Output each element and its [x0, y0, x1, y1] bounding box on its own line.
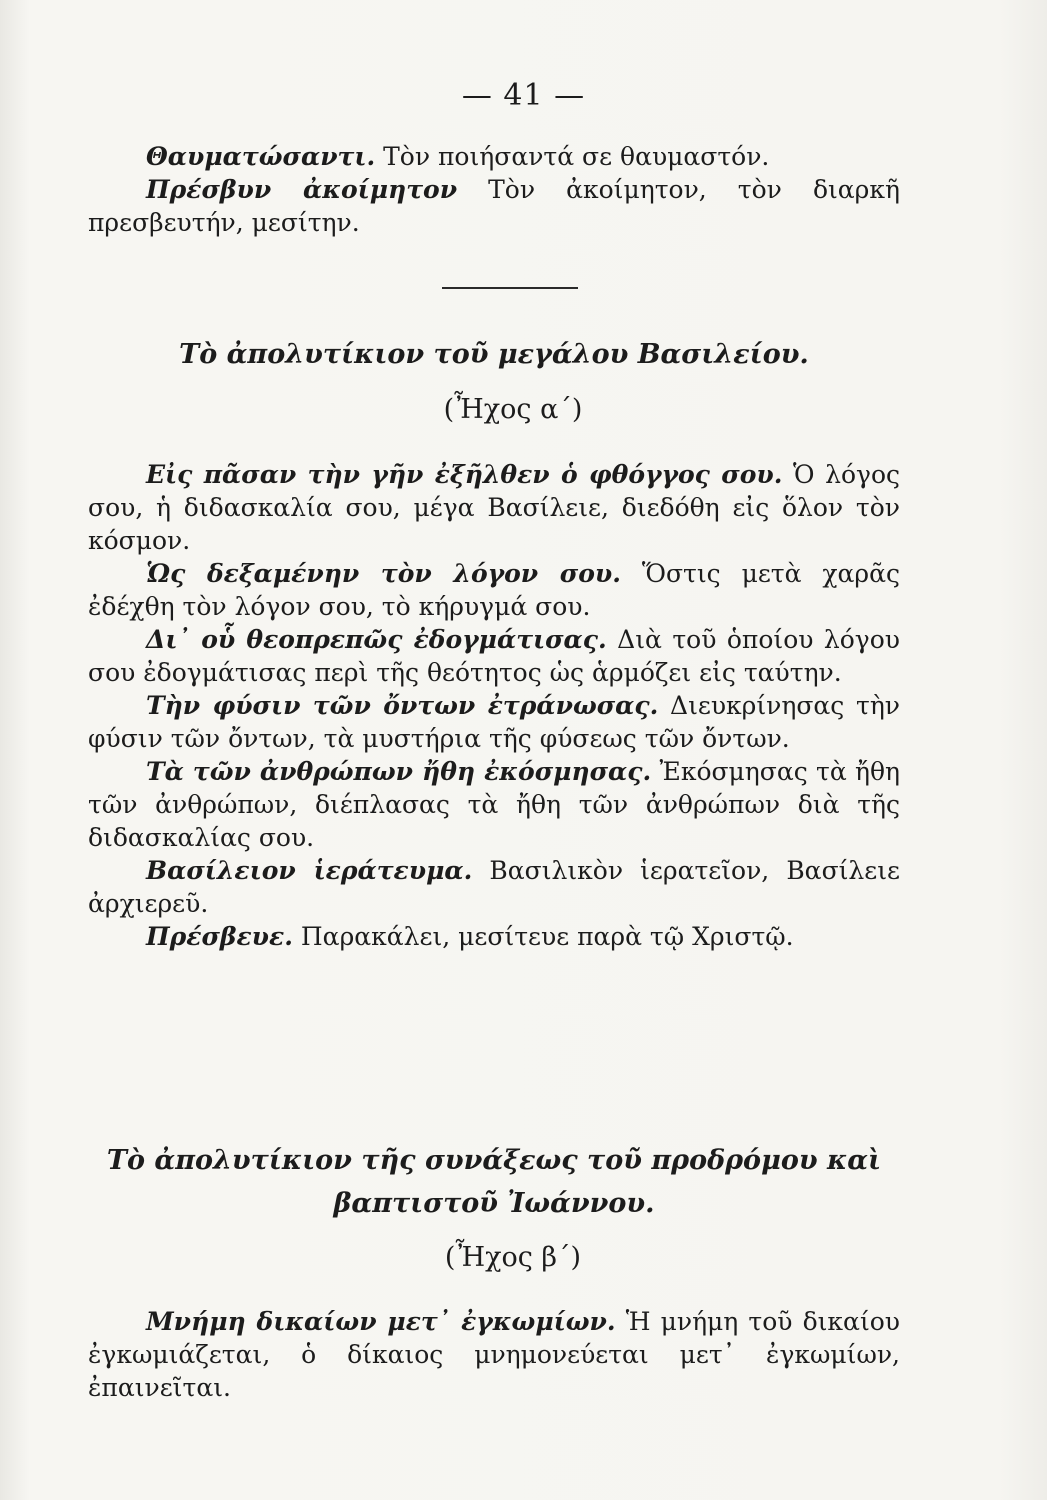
gloss: Ἡ μνήμη τοῦ δικαίου ἐγκωμιάζεται, ὁ δίκαιος μνημονεύεται μετ᾽ ἐγκωμίων, ἐπαινεῖται. [88, 1307, 900, 1402]
lemma: Τὴν φύσιν τῶν ὄντων ἐτράνωσας. [146, 691, 659, 720]
intro-block [88, 140, 900, 239]
paragraph [88, 689, 900, 755]
gloss: Ὅστις μετὰ χαρᾶς ἐδέχθη τὸν λόγον σου, τὸ κήρυγμά σου. [88, 559, 900, 621]
section-title-line1: Τὸ ἀπολυτίκιον τῆς συνάξεως τοῦ προδρόμου καὶ [106, 1145, 882, 1176]
gloss: Ἐκόσμησας τὰ ἤθη τῶν ἀνθρώπων, διέπλασας τὰ ἤθη τῶν ἀνθρώπων διὰ τῆς διδασκαλίας σου. [88, 757, 900, 852]
gloss: Παρακάλει, μεσίτευε παρὰ τῷ Χριστῷ. [292, 922, 794, 951]
paragraph [88, 755, 900, 854]
section1-body [88, 458, 900, 953]
gloss: Βασιλικὸν ἱερατεῖον, Βασίλειε ἀρχιερεῦ. [88, 856, 900, 918]
section-title-line2: βαπτιστοῦ Ἰωάννου. [333, 1188, 655, 1219]
section-title: Τὸ ἀπολυτίκιον τοῦ μεγάλου Βασιλείου. [179, 339, 809, 370]
gloss: Ὁ λόγος σου, ἡ διδασκαλία σου, μέγα Βασίλειε, διεδόθη εἰς ὅλον τὸν κόσμον. [88, 460, 900, 555]
paragraph [88, 920, 900, 953]
paragraph [88, 140, 900, 173]
mode-label: (Ἦχος β΄) [444, 1242, 582, 1273]
lemma: Θαυματώσαντι. [146, 142, 376, 171]
lemma: Εἰς πᾶσαν τὴν γῆν ἐξῆλθεν ὁ φθόγγος σου. [146, 460, 783, 489]
lemma: Πρέσβυν ἀκοίμητον [146, 175, 458, 204]
paragraph [88, 458, 900, 557]
gloss: Τὸν ἀκοίμητον, τὸν διαρκῆ πρεσβευτήν, μεσίτην. [88, 175, 900, 237]
paragraph [88, 854, 900, 920]
lemma: Βασίλειον ἱεράτευμα. [146, 856, 473, 885]
paragraph [88, 1305, 900, 1404]
mode-label: (Ἦχος α΄) [443, 394, 583, 425]
gloss: Διὰ τοῦ ὁποίου λόγου σου ἐδογμάτισας περὶ τῆς θεότητος ὡς ἁρμόζει εἰς ταύτην. [88, 625, 900, 687]
lemma: Πρέσβευε. [146, 922, 293, 951]
paragraph [88, 623, 900, 689]
paragraph [88, 173, 900, 239]
paragraph [88, 557, 900, 623]
lemma: Μνήμη δικαίων μετ᾽ ἐγκωμίων. [146, 1307, 616, 1336]
lemma: Δι᾽ οὗ θεοπρεπῶς ἐδογμάτισας. [146, 625, 607, 654]
lemma: Ὡς δεξαμένην τὸν λόγον σου. [146, 559, 621, 588]
lemma: Τὰ τῶν ἀνθρώπων ἤθη ἐκόσμησας. [146, 757, 652, 786]
section2-body [88, 1305, 900, 1404]
gloss: Διευκρίνησας τὴν φύσιν τῶν ὄντων, τὰ μυστήρια τῆς φύσεως τῶν ὄντων. [88, 691, 900, 753]
section-divider [442, 287, 578, 289]
gloss: Τὸν ποιήσαντά σε θαυμαστόν. [375, 142, 770, 171]
page-number: — 41 — [461, 78, 586, 113]
